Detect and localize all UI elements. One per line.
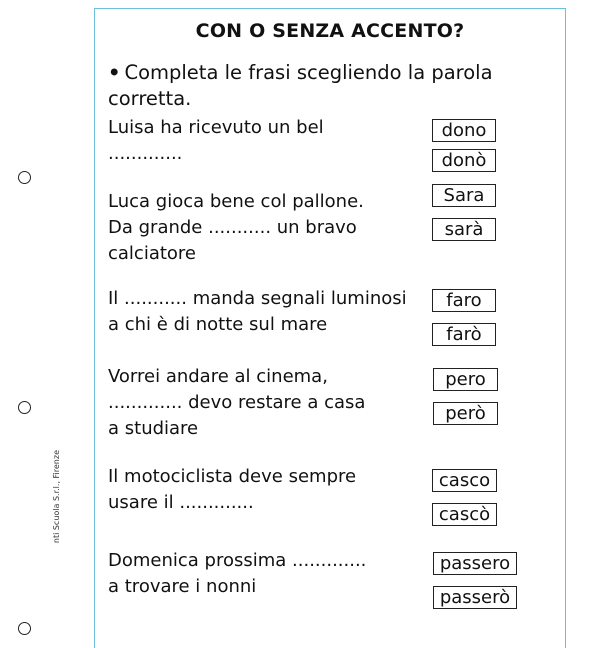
bullet-icon: • — [108, 61, 121, 84]
worksheet-title: CON O SENZA ACCENTO? — [195, 20, 465, 42]
exercise-5-option-2[interactable]: cascò — [432, 503, 497, 526]
exercise-1-option-2[interactable]: donò — [432, 149, 496, 172]
exercise-2-option-1[interactable]: Sara — [432, 184, 496, 207]
exercise-3-option-2[interactable]: farò — [432, 323, 496, 346]
exercise-1-sentence: Luisa ha ricevuto un bel ............. — [108, 117, 324, 164]
exercise-1-option-1[interactable]: dono — [432, 119, 496, 142]
binder-hole-top — [18, 171, 31, 184]
exercise-6-option-2[interactable]: passerò — [433, 586, 517, 609]
exercise-5-option-1[interactable]: casco — [432, 469, 497, 492]
instruction-text: Completa le frasi scegliendo la parola corretta. — [108, 61, 493, 110]
exercise-3-sentence: Il ........... manda segnali luminosi a chi è di notte sul mare — [108, 288, 407, 335]
exercise-2-sentence: Luca gioca bene col pallone. Da grande ........... un bravo calciatore — [108, 191, 364, 264]
binder-hole-bottom — [18, 622, 31, 635]
exercise-2-option-2[interactable]: sarà — [432, 218, 496, 241]
publisher-credit: nti Scuola S.r.l., Firenze — [52, 450, 61, 544]
exercise-4-option-1[interactable]: pero — [433, 368, 498, 391]
instruction — [108, 60, 538, 112]
binder-hole-middle — [18, 401, 31, 414]
exercise-4-sentence: Vorrei andare al cinema, ............. devo restare a casa a studiare — [108, 366, 366, 439]
exercise-6-option-1[interactable]: passero — [433, 552, 517, 575]
exercise-5-sentence: Il motociclista deve sempre usare il ............. — [108, 466, 357, 513]
exercise-6-sentence: Domenica prossima ............. a trovare i nonni — [108, 550, 367, 597]
exercise-4-option-2[interactable]: però — [433, 402, 498, 425]
exercise-3-option-1[interactable]: faro — [432, 289, 496, 312]
